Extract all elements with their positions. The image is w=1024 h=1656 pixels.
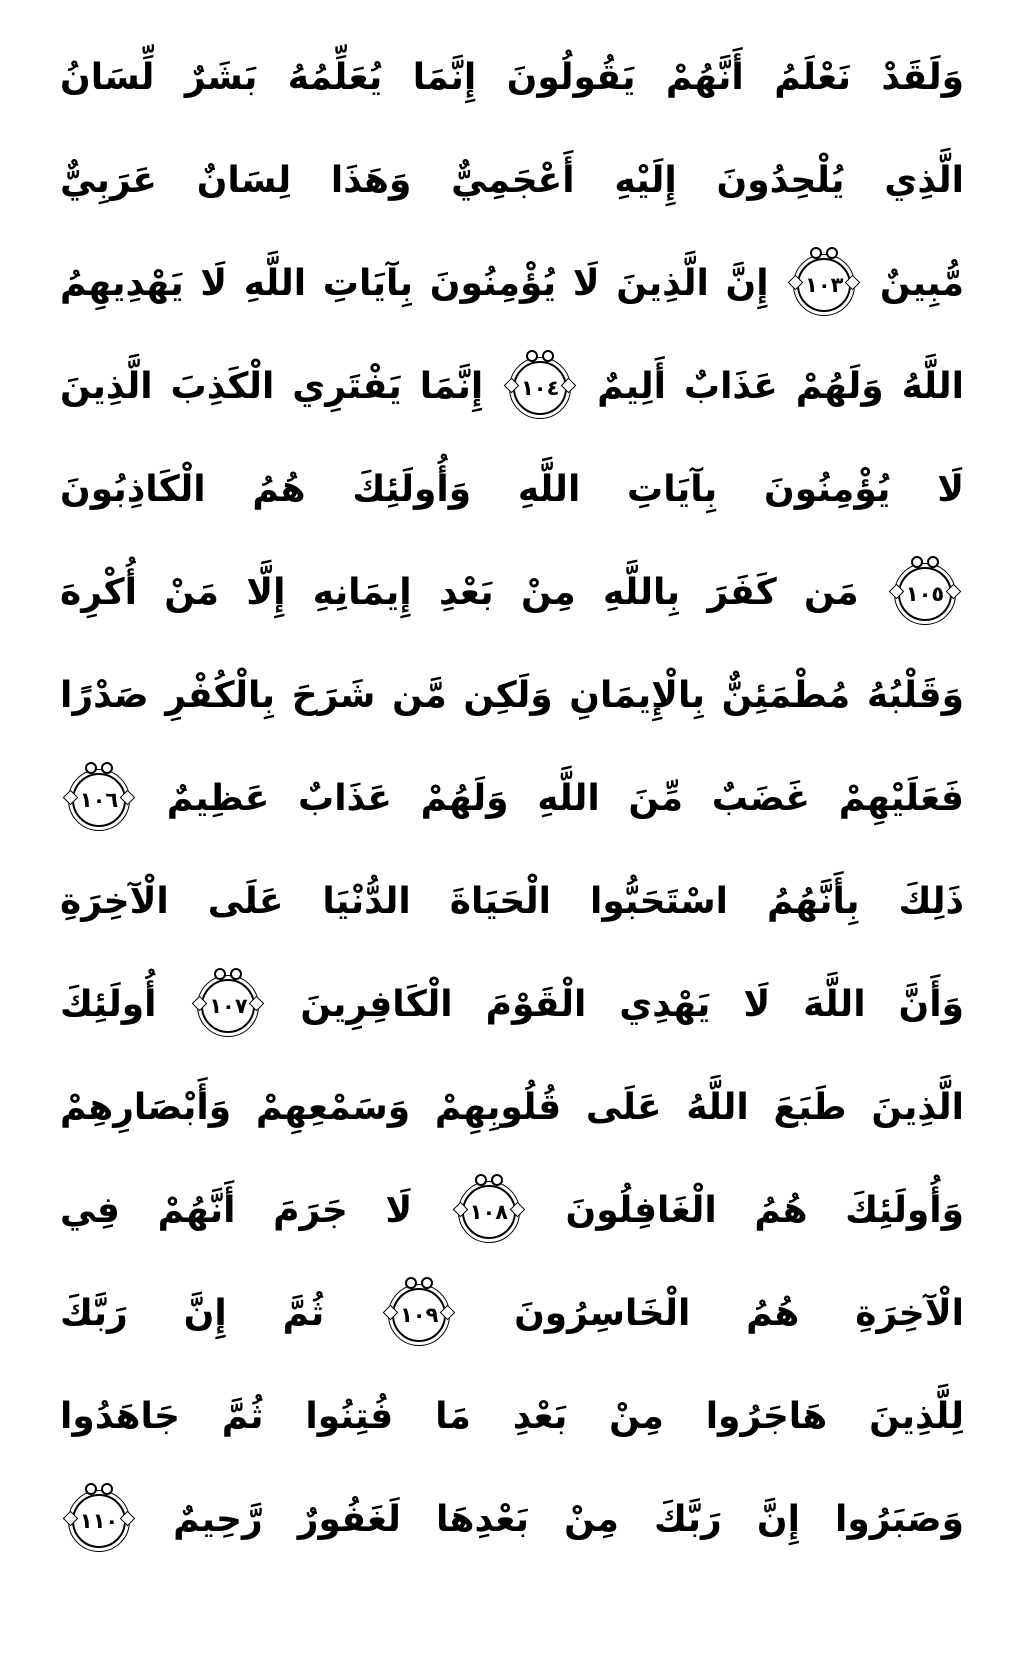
- marker-petal-icon: [561, 378, 577, 394]
- ayah-number: ١٠٦: [79, 788, 119, 812]
- quran-line-10: [60, 953, 964, 1056]
- ayah-number: ١٠٩: [399, 1303, 439, 1327]
- ayah-end-marker-104: [513, 361, 567, 415]
- ayah-text-segment: لِلَّذِينَ هَاجَرُوا مِنْ بَعْدِ مَا فُتِنُوا ثُمَّ جَاهَدُوا: [60, 1396, 964, 1437]
- marker-lobe-icon: [421, 1277, 433, 1289]
- ayah-text-segment: إِنَّ الَّذِينَ لَا يُؤْمِنُونَ بِآيَاتِ اللَّهِ لَا يَهْدِيهِمُ: [60, 263, 769, 304]
- quran-line-4: [60, 335, 964, 438]
- marker-lobe-icon: [230, 968, 242, 980]
- marker-lobe-icon: [491, 1174, 503, 1186]
- marker-lobe-icon: [85, 1483, 97, 1495]
- quran-line-14: [60, 1365, 964, 1468]
- quran-line-8: [60, 747, 964, 850]
- ayah-text-segment: وَصَبَرُوا إِنَّ رَبَّكَ مِنْ بَعْدِهَا لَغَفُورٌ رَّحِيمٌ: [173, 1499, 964, 1540]
- marker-lobe-icon: [911, 556, 923, 568]
- ayah-text-segment: لَا جَرَمَ أَنَّهُمْ فِي: [60, 1190, 413, 1231]
- ayah-number: ١٠٧: [209, 994, 248, 1018]
- marker-lobe-icon: [214, 968, 226, 980]
- marker-lobe-icon: [475, 1174, 487, 1186]
- ayah-text-segment: مُّبِينٌ: [879, 263, 964, 304]
- marker-petal-icon: [63, 1511, 79, 1527]
- ayah-end-marker-105: [898, 567, 952, 621]
- ayah-text-segment: الْآخِرَةِ هُمُ الْخَاسِرُونَ: [514, 1293, 964, 1334]
- ayah-end-marker-103: [797, 258, 851, 312]
- ayah-text-segment: ذَلِكَ بِأَنَّهُمُ اسْتَحَبُّوا الْحَيَاةَ الدُّنْيَا عَلَى الْآخِرَةِ: [60, 881, 964, 922]
- marker-lobe-icon: [542, 350, 554, 362]
- quran-line-2: [60, 129, 964, 232]
- marker-petal-icon: [120, 1511, 136, 1527]
- quran-line-13: [60, 1262, 964, 1365]
- marker-petal-icon: [440, 1305, 456, 1321]
- marker-petal-icon: [120, 790, 136, 806]
- marker-lobe-icon: [405, 1277, 417, 1289]
- marker-petal-icon: [889, 584, 905, 600]
- quran-line-11: [60, 1056, 964, 1159]
- marker-lobe-icon: [85, 762, 97, 774]
- ayah-text-segment: وَلَقَدْ نَعْلَمُ أَنَّهُمْ يَقُولُونَ إِنَّمَا يُعَلِّمُهُ بَشَرٌ لِّسَانُ: [60, 57, 964, 98]
- ayah-number: ١٠٨: [469, 1200, 509, 1224]
- quran-line-1: [60, 26, 964, 129]
- ayah-number: ١٠٥: [905, 582, 945, 606]
- marker-petal-icon: [192, 996, 208, 1012]
- quran-line-12: [60, 1159, 964, 1262]
- ayah-number: ١٠٤: [520, 376, 560, 400]
- quran-line-7: [60, 644, 964, 747]
- ayah-text-segment: مَن كَفَرَ بِاللَّهِ مِنْ بَعْدِ إِيمَانِهِ إِلَّا مَنْ أُكْرِهَ: [60, 572, 859, 613]
- quran-line-5: [60, 438, 964, 541]
- quran-line-9: [60, 850, 964, 953]
- marker-lobe-icon: [927, 556, 939, 568]
- marker-petal-icon: [946, 584, 962, 600]
- ayah-number: ١١٠: [79, 1509, 119, 1533]
- marker-petal-icon: [453, 1202, 469, 1218]
- ayah-text-segment: الَّذِي يُلْحِدُونَ إِلَيْهِ أَعْجَمِيٌّ وَهَذَا لِسَانٌ عَرَبِيٌّ: [60, 160, 964, 201]
- marker-petal-icon: [510, 1202, 526, 1218]
- ayah-text-segment: الَّذِينَ طَبَعَ اللَّهُ عَلَى قُلُوبِهِمْ وَسَمْعِهِمْ وَأَبْصَارِهِمْ: [60, 1087, 964, 1128]
- marker-petal-icon: [383, 1305, 399, 1321]
- ayah-text-segment: ثُمَّ إِنَّ رَبَّكَ: [60, 1293, 325, 1334]
- ayah-text-segment: إِنَّمَا يَفْتَرِي الْكَذِبَ الَّذِينَ: [60, 366, 484, 407]
- ayah-text-segment: اللَّهُ وَلَهُمْ عَذَابٌ أَلِيمٌ: [597, 366, 965, 407]
- marker-lobe-icon: [826, 247, 838, 259]
- marker-lobe-icon: [526, 350, 538, 362]
- quran-line-6: [60, 541, 964, 644]
- quran-line-15: [60, 1468, 964, 1571]
- marker-petal-icon: [63, 790, 79, 806]
- marker-petal-icon: [249, 996, 265, 1012]
- ayah-end-marker-106: [72, 773, 126, 827]
- ayah-end-marker-109: [392, 1288, 446, 1342]
- ayah-text-segment: لَا يُؤْمِنُونَ بِآيَاتِ اللَّهِ وَأُولَئِكَ هُمُ الْكَاذِبُونَ: [60, 469, 964, 510]
- ayah-end-marker-107: [201, 979, 255, 1033]
- ayah-text-segment: أُولَئِكَ: [60, 984, 157, 1025]
- marker-petal-icon: [788, 275, 804, 291]
- ayah-text-segment: فَعَلَيْهِمْ غَضَبٌ مِّنَ اللَّهِ وَلَهُمْ عَذَابٌ عَظِيمٌ: [166, 778, 964, 819]
- ayah-number: ١٠٣: [805, 273, 844, 297]
- ayah-text-segment: وَقَلْبُهُ مُطْمَئِنٌّ بِالْإِيمَانِ وَلَكِن مَّن شَرَحَ بِالْكُفْرِ صَدْرًا: [60, 675, 964, 716]
- marker-petal-icon: [845, 275, 861, 291]
- ayah-end-marker-108: [462, 1185, 516, 1239]
- ayah-end-marker-110: [72, 1494, 126, 1548]
- marker-lobe-icon: [101, 1483, 113, 1495]
- marker-petal-icon: [504, 378, 520, 394]
- quran-line-3: [60, 232, 964, 335]
- ayah-text-segment: وَأُولَئِكَ هُمُ الْغَافِلُونَ: [565, 1190, 964, 1231]
- ayah-text-segment: وَأَنَّ اللَّهَ لَا يَهْدِي الْقَوْمَ الْكَافِرِينَ: [300, 984, 964, 1025]
- marker-lobe-icon: [810, 247, 822, 259]
- marker-lobe-icon: [101, 762, 113, 774]
